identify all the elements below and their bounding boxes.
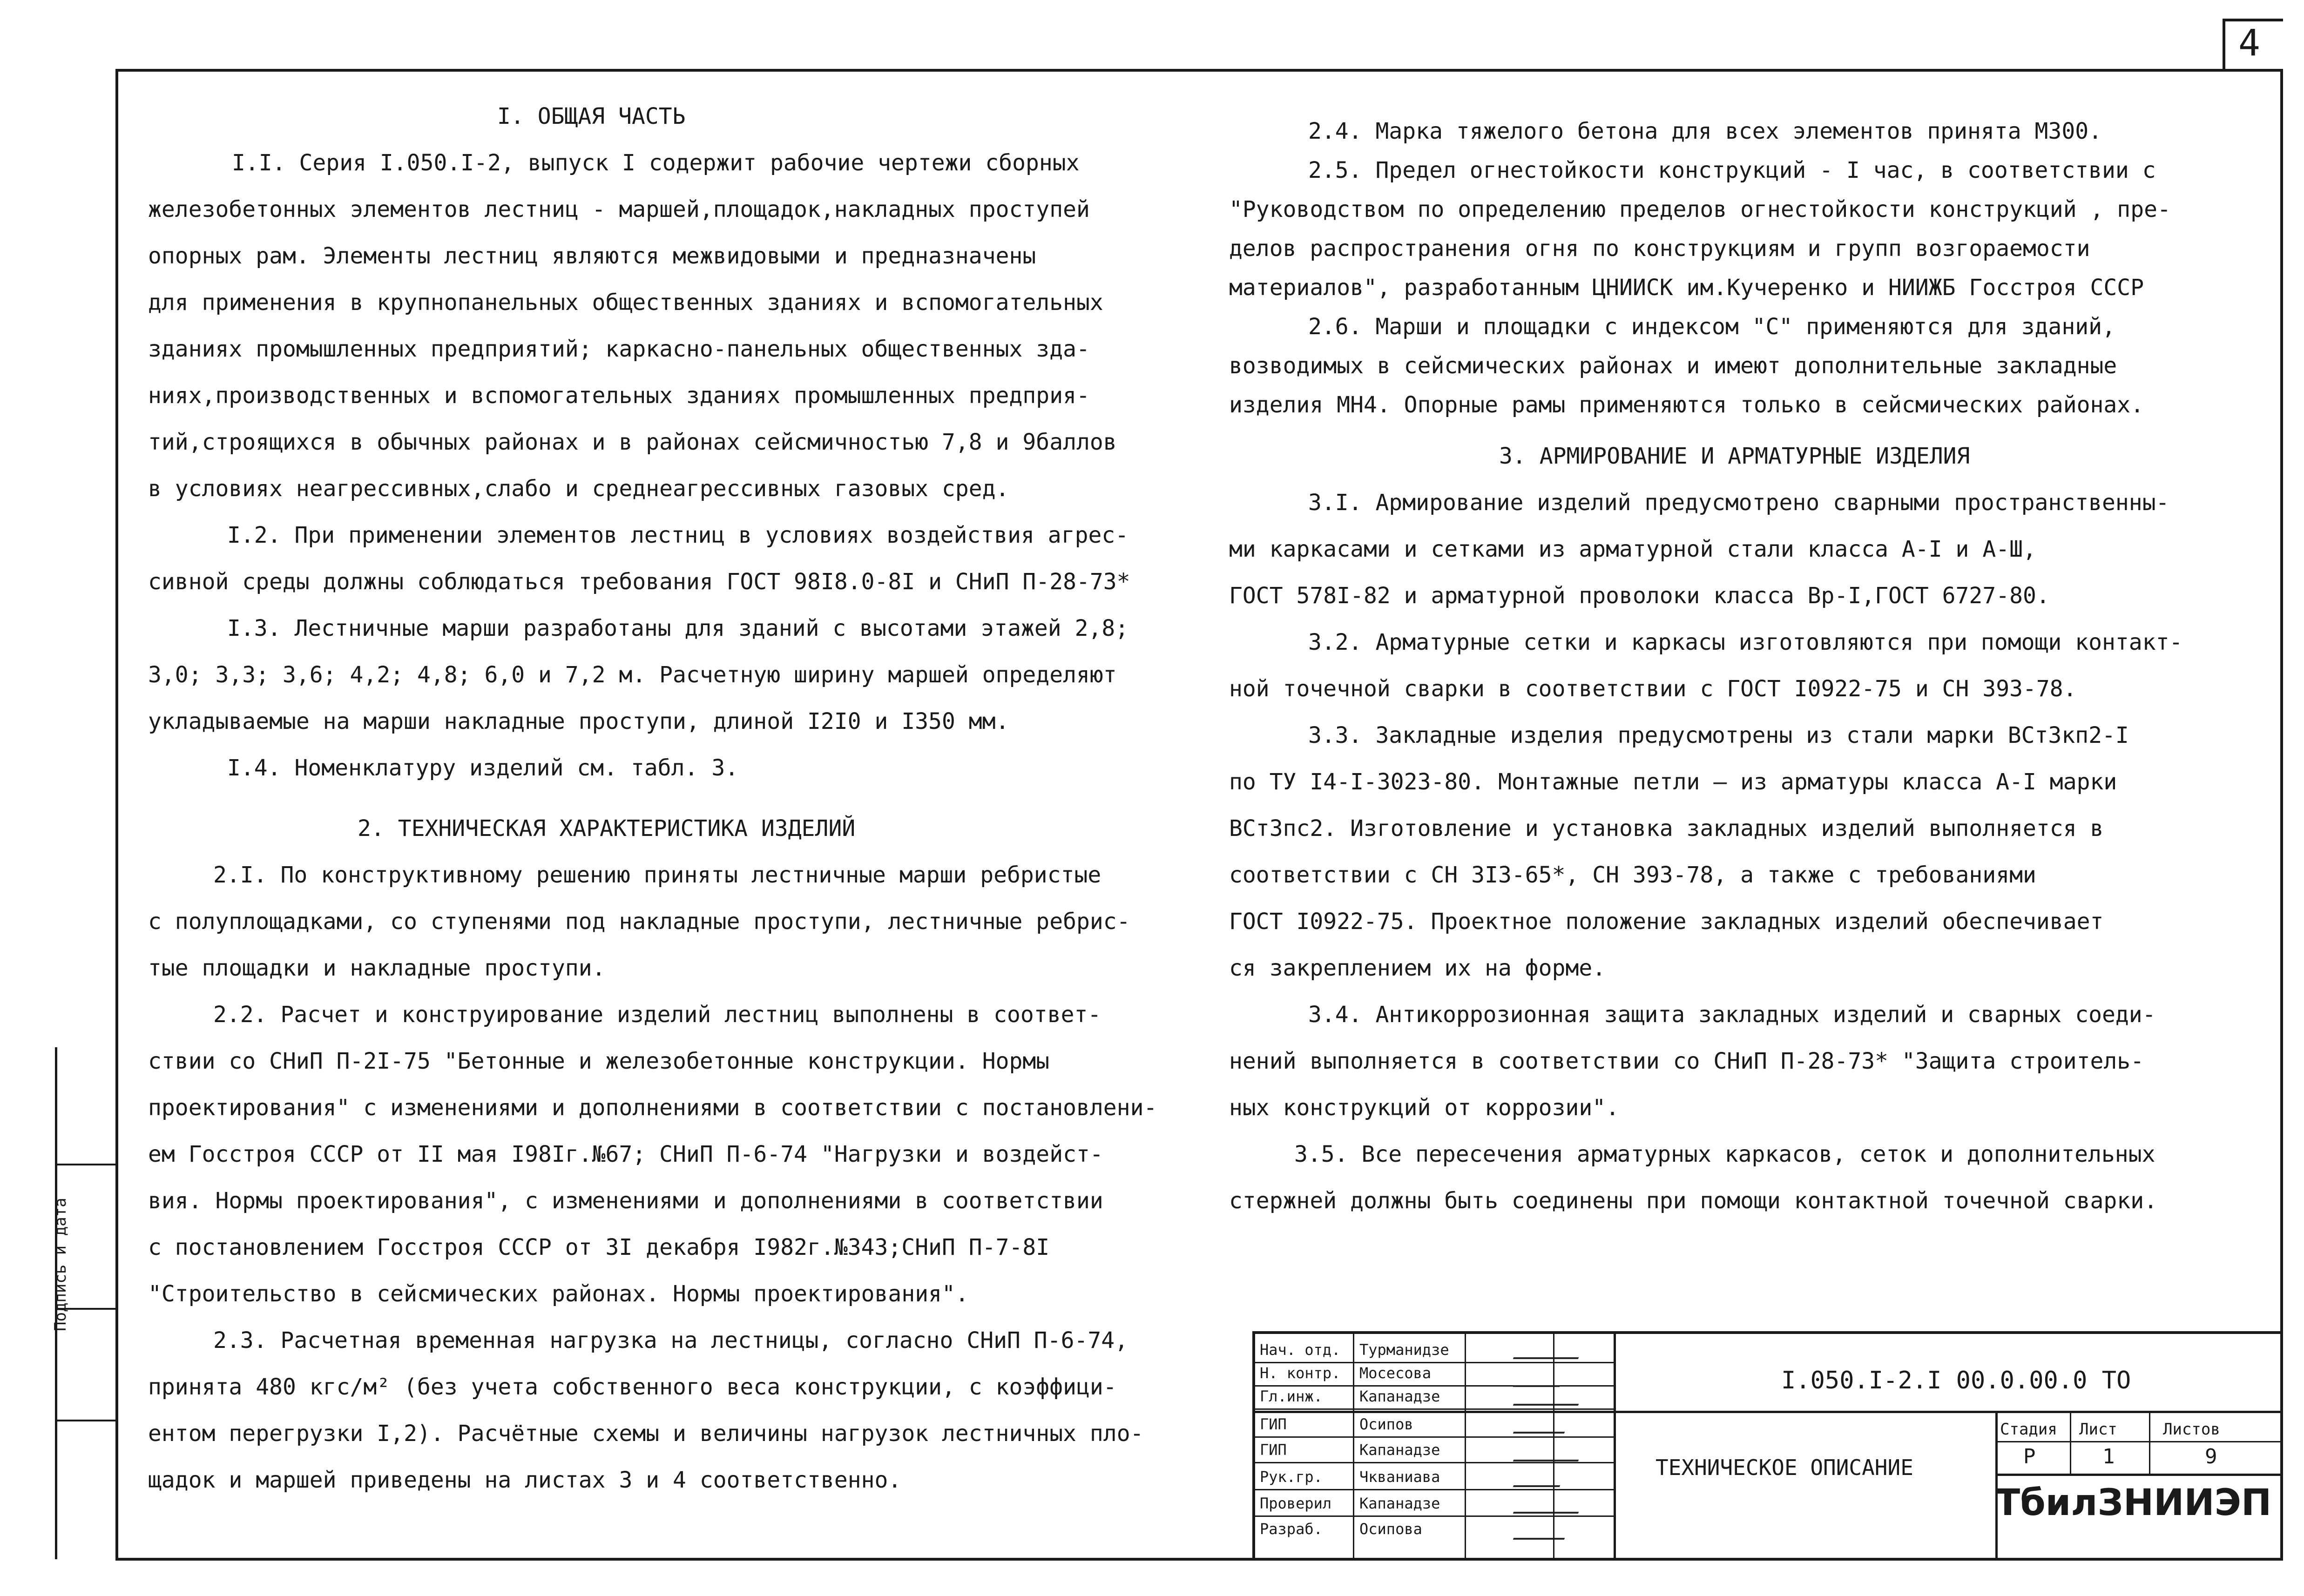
paragraph-line: 3.4. Антикоррозионная защита закладных изделий и сварных соеди- <box>1308 1002 2156 1028</box>
person-name: Капанадзе <box>1359 1387 1440 1405</box>
paragraph-line: "Руководством по определению пределов огнестойкости конструкций , пре- <box>1229 196 2171 222</box>
paragraph-line: для применения в крупнопанельных общественных зданиях и вспомогательных <box>148 290 1103 316</box>
signature-date-label: Подпись и дата <box>51 1198 70 1331</box>
paragraph-line: изделия МН4. Опорные рамы применяются только в сейсмических районах. <box>1229 392 2144 418</box>
paragraph-line: проектирования" с изменениями и дополнениями в соответствии с постановлени- <box>148 1095 1157 1121</box>
paragraph-line: ми каркасами и сетками из арматурной стали класса А-I и А-Ш, <box>1229 536 2036 562</box>
signature-mark <box>1513 1498 1584 1514</box>
paragraph-line: ентом перегрузки I,2). Расчётные схемы и величины нагрузок лестничных пло- <box>148 1421 1144 1447</box>
stage-value: Р <box>2023 1445 2036 1468</box>
title-block <box>1252 1331 2283 1561</box>
organization-name: ТбилЗНИИЭП <box>1995 1482 2272 1524</box>
paragraph-line: 2.4. Марка тяжелого бетона для всех элементов принята М300. <box>1308 118 2102 144</box>
signature-mark <box>1513 1524 1570 1540</box>
paragraph-line: ной точечной сварки в соответствии с ГОСТ I0922-75 и СН 393-78. <box>1229 676 2077 702</box>
role-label: ГИП <box>1260 1415 1287 1433</box>
paragraph-line: материалов", разработанным ЦНИИСК им.Кучеренко и НИИЖБ Госстроя СССР <box>1229 275 2144 301</box>
paragraph-line: нений выполняется в соответствии со СНиП П-28-73* "Защита строитель- <box>1229 1048 2144 1074</box>
person-name: Турманидзе <box>1359 1341 1449 1359</box>
signature-mark <box>1513 1418 1570 1434</box>
paragraph-line: сивной среды должны соблюдаться требования ГОСТ 98I8.0-8I и СНиП П-28-73* <box>148 569 1130 595</box>
signature-mark <box>1513 1446 1584 1461</box>
paragraph-line: 3.2. Арматурные сетки и каркасы изготовляются при помощи контакт- <box>1308 629 2183 655</box>
signature-mark <box>1513 1390 1584 1406</box>
paragraph-line: стержней должны быть соединены при помощи контактной точечной сварки. <box>1229 1188 2157 1214</box>
paragraph-line: 2.3. Расчетная временная нагрузка на лестницы, согласно СНиП П-6-74, <box>213 1327 1128 1354</box>
section-3-title: 3. АРМИРОВАНИЕ И АРМАТУРНЫЕ ИЗДЕЛИЯ <box>1499 443 1970 469</box>
paragraph-line: "Строительство в сейсмических районах. Нормы проектирования". <box>148 1281 969 1307</box>
sheet-value: 1 <box>2102 1445 2115 1468</box>
document-title: ТЕХНИЧЕСКОЕ ОПИСАНИЕ <box>1655 1455 1913 1480</box>
document-code: I.050.I-2.I 00.0.00.0 ТО <box>1781 1367 2131 1394</box>
person-name: Мосесова <box>1359 1364 1432 1382</box>
stage-header: Стадия <box>2000 1420 2057 1439</box>
paragraph-line: ГОСТ I0922-75. Проектное положение закладных изделий обеспечивает <box>1229 909 2104 935</box>
right-column-bottom <box>1229 433 2267 1224</box>
paragraph-line: принята 480 кгс/м² (без учета собственного веса конструкции, с коэффици- <box>148 1374 1117 1400</box>
paragraph-line: 2.5. Предел огнестойкости конструкций - I час, в соответствии с <box>1308 157 2156 183</box>
role-label: Н. контр. <box>1260 1364 1341 1382</box>
paragraph-line: 3.I. Армирование изделий предусмотрено сварными пространственны- <box>1308 490 2169 516</box>
paragraph-line: вия. Нормы проектирования", с изменениями и дополнениями в соответствии <box>148 1188 1103 1214</box>
role-label: Проверил <box>1260 1495 1332 1512</box>
paragraph-line: с полуплощадками, со ступенями под накладные проступи, лестничные ребрис- <box>148 909 1130 935</box>
paragraph-line: соответствии с СН 3I3-65*, СН 393-78, а также с требованиями <box>1229 862 2036 888</box>
signature-mark <box>1513 1343 1584 1359</box>
signature-mark <box>1513 1371 1565 1387</box>
person-name: Капанадзе <box>1359 1495 1440 1512</box>
paragraph-line: ниях,производственных и вспомогательных зданиях промышленных предприя- <box>148 383 1090 409</box>
paragraph-line: с постановлением Госстроя СССР от 3I декабря I982г.№343;СНиП П-7-8I <box>148 1234 1050 1260</box>
paragraph-line: 2.I. По конструктивному решению приняты лестничные марши ребристые <box>213 862 1101 888</box>
paragraph-line: 3,0; 3,3; 3,6; 4,2; 4,8; 6,0 и 7,2 м. Расчетную ширину маршей определяют <box>148 662 1117 688</box>
paragraph-line: в условиях неагрессивных,слабо и среднеагрессивных газовых сред. <box>148 476 1009 502</box>
sheet-number: 4 <box>2238 22 2260 64</box>
paragraph-line: ных конструкций от коррозии". <box>1229 1095 1620 1121</box>
role-label: ГИП <box>1260 1441 1287 1459</box>
signature-mark <box>1513 1471 1565 1487</box>
paragraph-line: ем Госстроя СССР от II мая I98Iг.№67; СНиП П-6-74 "Нагрузки и воздейст- <box>148 1141 1103 1167</box>
paragraph-line: железобетонных элементов лестниц - маршей,площадок,накладных проступей <box>148 196 1090 222</box>
left-column <box>148 93 1209 1503</box>
paragraph-line: ВСт3пс2. Изготовление и установка закладных изделий выполняется в <box>1229 815 2104 842</box>
paragraph-line: ся закреплением их на форме. <box>1229 955 1606 981</box>
paragraph-line: тий,строящихся в обычных районах и в районах сейсмичностью 7,8 и 9баллов <box>148 429 1117 455</box>
paragraph-line: I.2. При применении элементов лестниц в условиях воздействия агрес- <box>227 522 1129 548</box>
paragraph-line: опорных рам. Элементы лестниц являются межвидовыми и предназначены <box>148 243 1036 269</box>
right-column-top <box>1229 112 2267 424</box>
sheets-header: Листов <box>2163 1420 2220 1439</box>
paragraph-line: ГОСТ 578I-82 и арматурной проволоки класса Вр-I,ГОСТ 6727-80. <box>1229 583 2050 609</box>
paragraph-line: 3.5. Все пересечения арматурных каркасов, сеток и дополнительных <box>1294 1141 2155 1167</box>
role-label: Разраб. <box>1260 1520 1323 1538</box>
section-1-title: I. ОБЩАЯ ЧАСТЬ <box>497 103 686 129</box>
paragraph-line: 2.6. Марши и площадки с индексом "С" применяются для зданий, <box>1308 314 2115 340</box>
person-name: Осипов <box>1359 1415 1413 1433</box>
paragraph-line: зданиях промышленных предприятий; каркасно-панельных общественных зда- <box>148 336 1090 362</box>
paragraph-line: I.3. Лестничные марши разработаны для зданий с высотами этажей 2,8; <box>227 615 1129 641</box>
paragraph-line: 2.2. Расчет и конструирование изделий лестниц выполнены в соответ- <box>213 1002 1101 1028</box>
paragraph-line: щадок и маршей приведены на листах 3 и 4 соответственно. <box>148 1467 902 1493</box>
paragraph-line: 3.3. Закладные изделия предусмотрены из стали марки ВСт3кп2-I <box>1308 722 2129 748</box>
person-name: Чкваниава <box>1359 1468 1440 1486</box>
role-label: Гл.инж. <box>1260 1387 1323 1405</box>
paragraph-line: возводимых в сейсмических районах и имеют дополнительные закладные <box>1229 353 2117 379</box>
sheets-value: 9 <box>2205 1445 2217 1468</box>
person-name: Осипова <box>1359 1520 1422 1538</box>
role-label: Нач. отд. <box>1260 1341 1341 1359</box>
paragraph-line: по ТУ I4-I-3023-80. Монтажные петли — из арматуры класса А-I марки <box>1229 769 2117 795</box>
person-name: Капанадзе <box>1359 1441 1440 1459</box>
paragraph-line: делов распространения огня по конструкциям и групп возгораемости <box>1229 236 2090 262</box>
paragraph-line: укладываемые на марши накладные проступи, длиной I2I0 и I350 мм. <box>148 708 1009 734</box>
paragraph-line: ствии со СНиП П-2I-75 "Бетонные и железобетонные конструкции. Нормы <box>148 1048 1050 1074</box>
sheet-header: Лист <box>2079 1420 2117 1439</box>
paragraph-line: тые площадки и накладные проступи. <box>148 955 606 981</box>
paragraph-line: I.4. Номенклатуру изделий см. табл. 3. <box>227 755 739 781</box>
role-label: Рук.гр. <box>1260 1468 1323 1486</box>
section-2-title: 2. ТЕХНИЧЕСКАЯ ХАРАКТЕРИСТИКА ИЗДЕЛИЙ <box>358 815 856 842</box>
paragraph-line: I.I. Серия I.050.I-2, выпуск I содержит рабочие чертежи сборных <box>232 150 1080 176</box>
